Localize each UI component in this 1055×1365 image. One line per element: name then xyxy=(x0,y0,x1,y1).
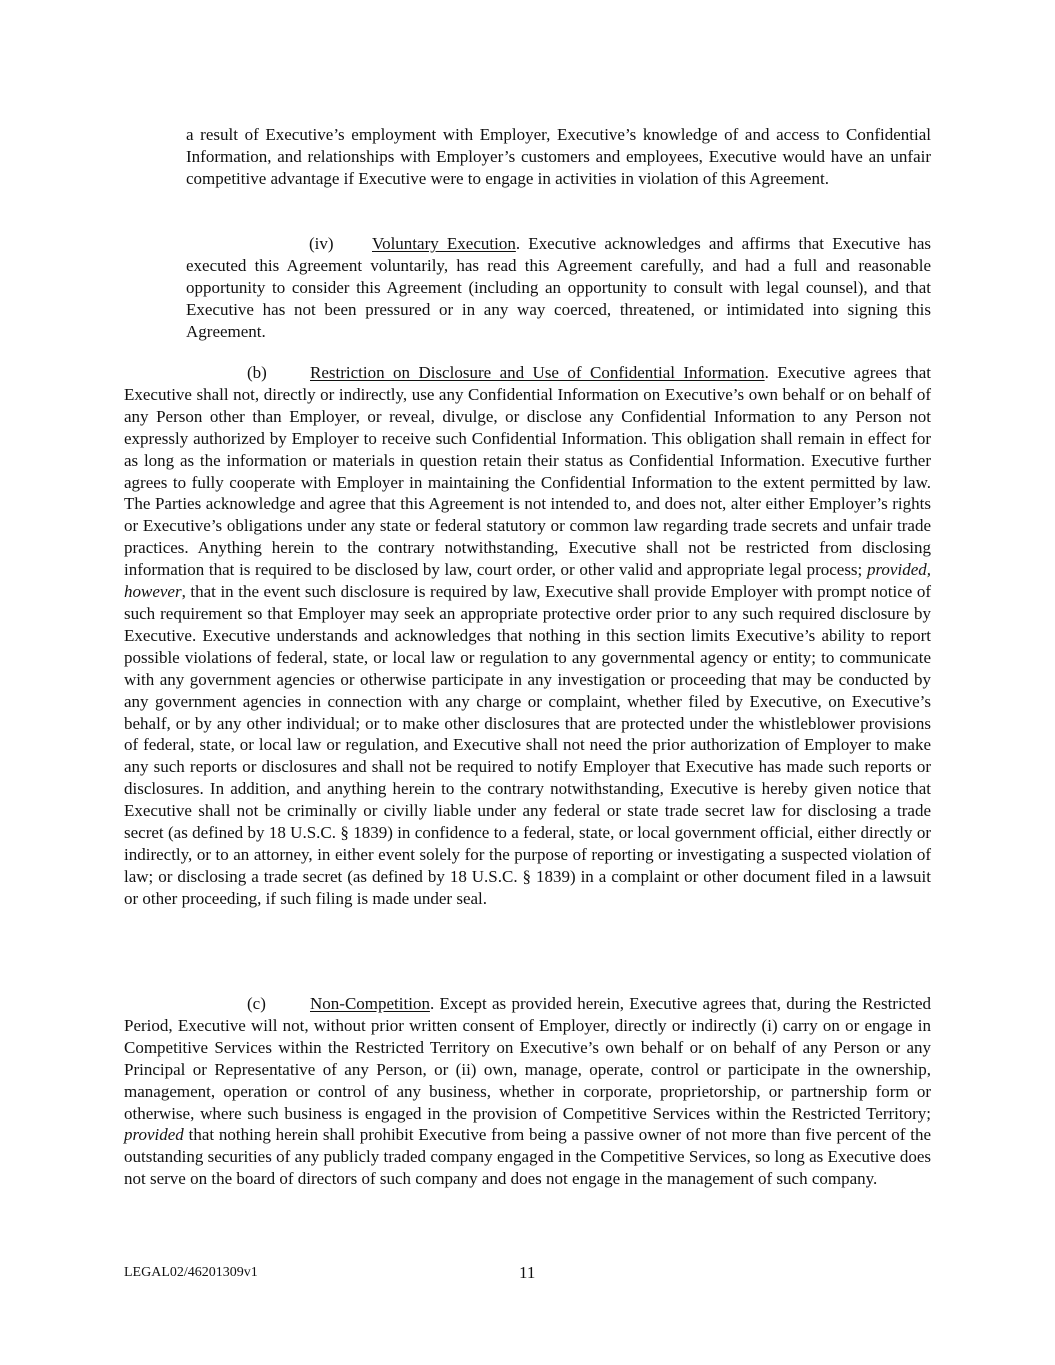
paragraph-non-competition xyxy=(124,993,931,1190)
section-number: (iv) xyxy=(309,234,334,253)
paragraph-text: a result of Executive’s employment with Employer, Executive’s knowledge of and access to Confidential Information, and relationships with Employer’s customers and employees, Executive would have an unfair competitive advantage if Executive were to engage in activities in violation of this Agreement. xyxy=(186,125,931,188)
paragraph-text: . Executive agrees that Executive shall not, directly or indirectly, use any Confidential Information on Executive’s own behalf or on behalf of any Person other than Employer, or reveal, divulge, or disclose any Confidential Information to any Person not expressly authorized by Employer to receive such Confidential Information. This obligation shall remain in effect for as long as the information or materials in question retain their status as Confidential Information. Executive further agrees to fully cooperate with Employer in maintaining the Confidential Information to the extent permitted by law. The Parties acknowledge and agree that this Agreement is not intended to, and does not, alter either Employer’s rights or Executive’s obligations under any state or federal statutory or common law regarding trade secrets and unfair trade practices. Anything herein to the contrary notwithstanding, Executive shall not be restricted from disclosing information that is required to be disclosed by law, court order, or other valid and appropriate legal process; xyxy=(124,363,932,580)
footer-page-number: 11 xyxy=(519,1263,536,1282)
section-number: (b) xyxy=(247,363,267,382)
italic-proviso: provided, however xyxy=(124,560,931,602)
paragraph-voluntary-execution xyxy=(186,233,931,343)
paragraph-text: that nothing herein shall prohibit Executive from being a passive owner of not more than five percent of the outstanding securities of any publicly traded company engaged in the Competitive Services, so long as Executive does not serve on the board of directors of such company and does not engage in the management of such company. xyxy=(124,1125,931,1189)
paragraph-text: , that in the event such disclosure is required by law, Executive shall provide Employer with prompt notice of such requirement so that Employer may seek an appropriate protective order prior to any such required disclosure by Executive. Executive understands and acknowledges that nothing in this section limits Executive’s ability to report possible violations of federal, state, or local law or regulation to any governmental agency or entity; to communicate with any government agencies or otherwise participate in any investigation or proceeding that may be conducted by any government agencies in connection with any charge or complaint, whether filed by Executive, on Executive’s behalf, or by any other individual; or to make other disclosures that are protected under the whistleblower provisions of federal, state, or local law or regulation, and Executive shall not need the prior authorization of Employer to make any such reports or disclosures and shall not be required to notify Employer that Executive has made such reports or disclosures. In addition, and anything herein to the contrary notwithstanding, Executive is hereby given notice that Executive shall not be criminally or civilly liable under any federal or state trade secret law for disclosing a trade secret (as defined by 18 U.S.C. § 1839) in confidence to a federal, state, or local government official, either directly or indirectly, or to an attorney, in either event solely for the purpose of reporting or investigating a suspected violation of law; or disclosing a trade secret (as defined by 18 U.S.C. § 1839) in a complaint or other document filed in a lawsuit or other proceeding, if such filing is made under seal. xyxy=(124,582,931,908)
paragraph-text: . Except as provided herein, Executive agrees that, during the Restricted Period, Executive will not, without prior written consent of Employer, directly or indirectly (i) carry on or engage in Competitive Services within the Restricted Territory on Executive’s own behalf or on behalf of any Person or any Principal or Representative of any Person, or (ii) own, manage, operate, control or participate in the ownership, management, operation or control of any business, whether in corporate, proprietorship, or partnership form or otherwise, where such business is engaged in the provision of Competitive Services within the Restricted Territory; xyxy=(124,994,931,1123)
section-heading: Non-Competition xyxy=(310,994,430,1013)
footer-document-id: LEGAL02/46201309v1 xyxy=(124,1265,258,1280)
paragraph-continuation xyxy=(186,124,931,190)
section-heading: Restriction on Disclosure and Use of Confidential Information xyxy=(310,363,765,382)
section-heading: Voluntary Execution xyxy=(372,234,516,253)
section-number: (c) xyxy=(247,994,266,1013)
paragraph-restriction-on-disclosure xyxy=(124,362,931,910)
italic-proviso: provided xyxy=(124,1125,184,1145)
paragraph-text: . Executive acknowledges and affirms that Executive has executed this Agreement voluntarily, has read this Agreement carefully, and had a full and reasonable opportunity to consider this Agreement (including an opportunity to consult with legal counsel), and that Executive has not been pressured or in any way coerced, threatened, or intimidated into signing this Agreement. xyxy=(186,234,931,341)
